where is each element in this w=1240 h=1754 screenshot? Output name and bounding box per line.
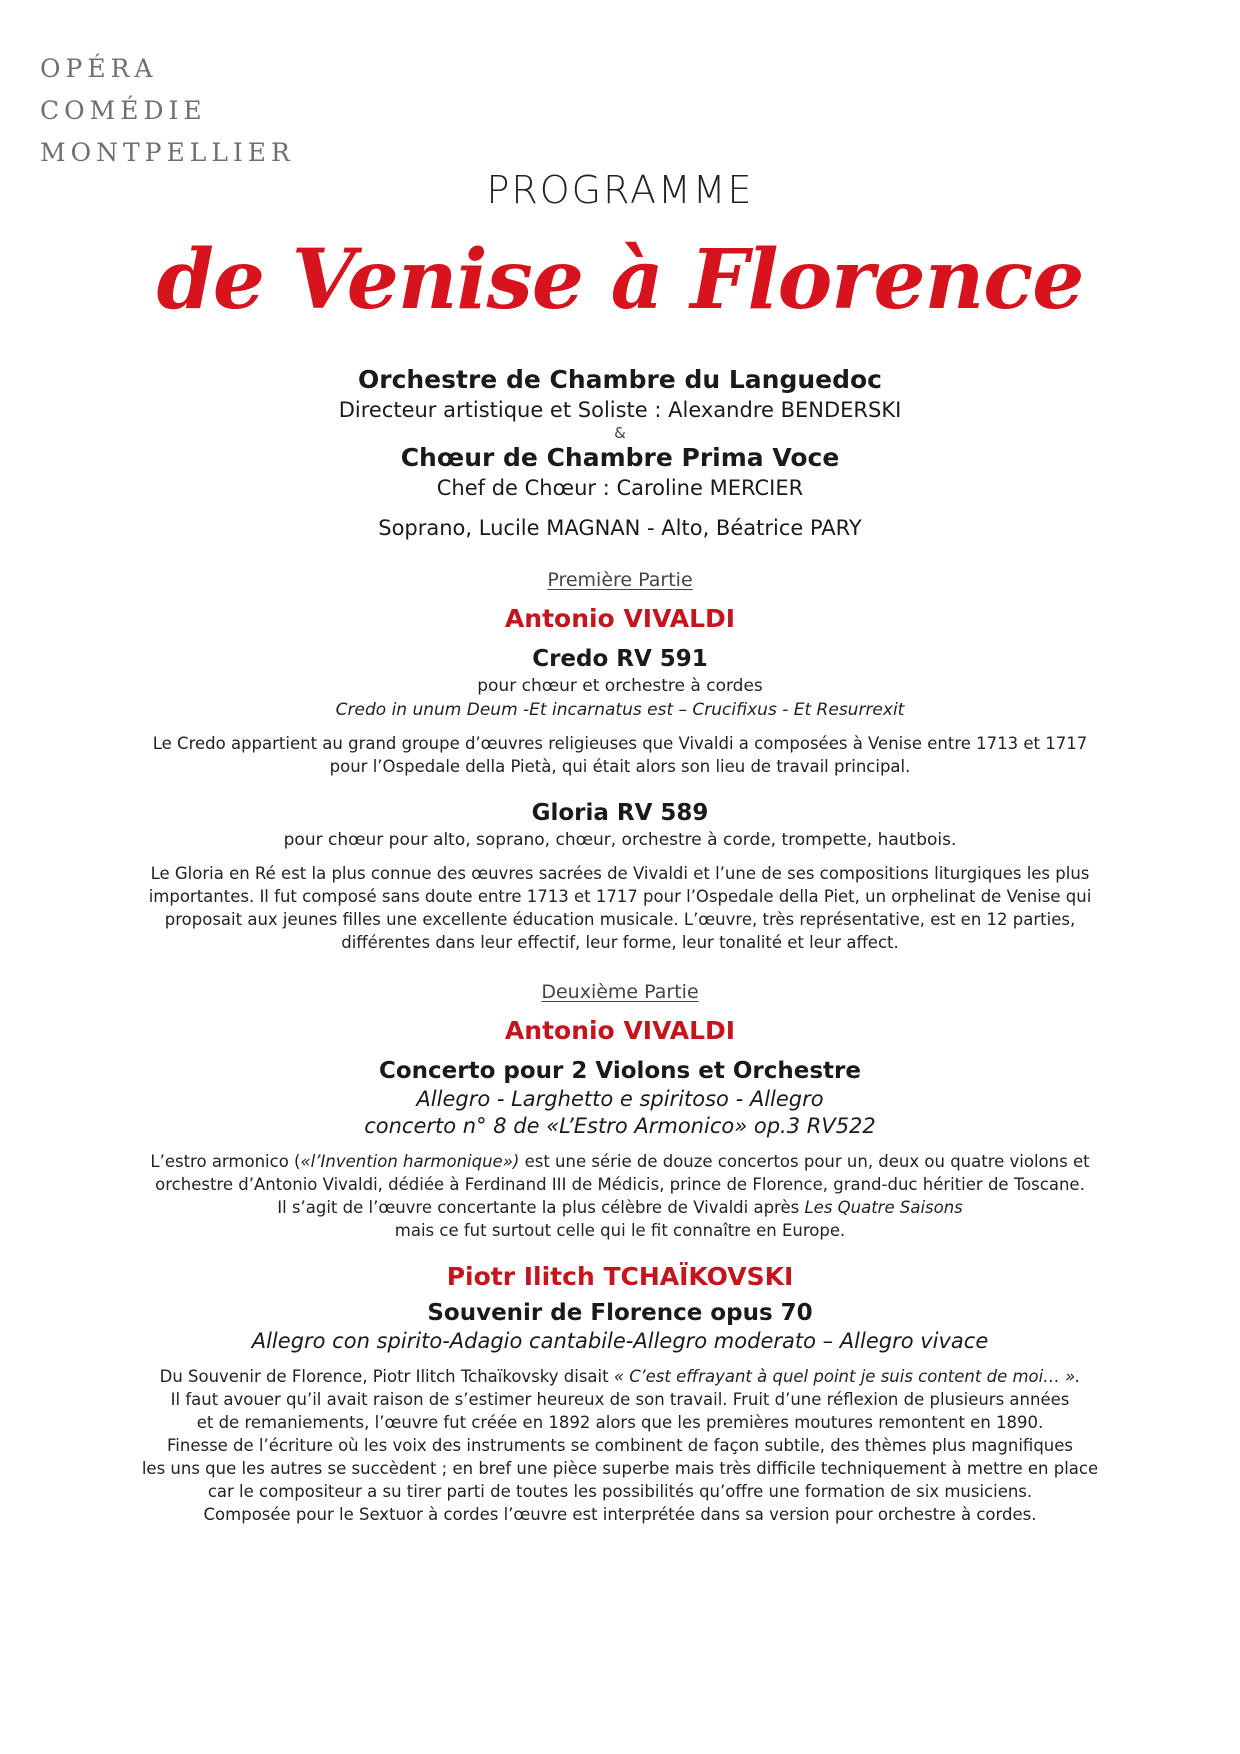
concerto-title: Concerto pour 2 Violons et Orchestre — [378, 1058, 861, 1084]
concerto-description-line: mais ce fut surtout celle qui le fit connaître en Europe. — [394, 1221, 846, 1240]
souvenir-description-line: car le compositeur a su tirer parti de toutes les possibilités qu’offre une formation de six musiciens. — [207, 1482, 1033, 1501]
part-two-heading: Deuxième Partie — [541, 981, 699, 1003]
logo-line-opera: OPÉRA — [40, 54, 158, 83]
concerto-description-line — [60, 1150, 1180, 1173]
desc-text: L’estro armonico ( — [150, 1152, 301, 1171]
souvenir-description-line: les uns que les autres se succèdent ; en bref une pièce superbe mais très difficile techniquement à mettre en place — [141, 1459, 1099, 1478]
concerto-movements: Allegro - Larghetto e spiritoso - Allegro — [416, 1087, 824, 1111]
gloria-description-line: importantes. Il fut composé sans doute entre 1713 et 1717 pour l’Ospedale della Piet, un orphelinat de Venise qui — [148, 887, 1092, 906]
desc-text: Il s’agit de l’œuvre concertante la plus célèbre de Vivaldi après — [277, 1198, 805, 1217]
logo-line-montpellier: MONTPELLIER — [40, 138, 295, 167]
opera-logo — [40, 48, 295, 174]
orchestra-director: Directeur artistique et Soliste : Alexandre BENDERSKI — [338, 398, 902, 422]
programme-label: PROGRAMME — [486, 168, 754, 212]
gloria-title: Gloria RV 589 — [531, 800, 709, 826]
part-one-composer: Antonio VIVALDI — [504, 604, 736, 633]
souvenir-description-line: Composée pour le Sextuor à cordes l’œuvre est interprétée dans sa version pour orchestre à cordes. — [203, 1505, 1037, 1524]
concerto-description — [60, 1150, 1180, 1242]
credo-movements: Credo in unum Deum -Et incarnatus est – Crucifixus - Et Resurrexit — [335, 700, 905, 720]
souvenir-description-line: et de remaniements, l’œuvre fut créée en 1892 alors que les premières moutures remontent en 1890. — [196, 1413, 1044, 1432]
souvenir-description-line: Finesse de l’écriture où les voix des instruments se combinent de façon subtile, des thèmes plus magnifiques — [166, 1436, 1074, 1455]
credo-title: Credo RV 591 — [532, 646, 708, 672]
gloria-description-line: proposait aux jeunes filles une excellente éducation musicale. L’œuvre, très représentative, est en 12 parties, — [164, 910, 1076, 929]
credo-scoring: pour chœur et orchestre à cordes — [477, 676, 763, 696]
souvenir-movements: Allegro con spirito-Adagio cantabile-Allegro moderato – Allegro vivace — [251, 1329, 989, 1353]
gloria-description-line: Le Gloria en Ré est la plus connue des œuvres sacrées de Vivaldi et l’une de ses compositions liturgiques les plus — [150, 864, 1090, 883]
gloria-scoring: pour chœur pour alto, soprano, chœur, orchestre à corde, trompette, hautbois. — [283, 830, 957, 850]
desc-italic: «l’Invention harmonique») — [300, 1152, 520, 1171]
souvenir-description-line — [60, 1365, 1180, 1388]
desc-text: Du Souvenir de Florence, Piotr Ilitch Tchaïkovsky disait — [159, 1367, 614, 1386]
desc-italic: Les Quatre Saisons — [804, 1198, 963, 1217]
concert-title: de Venise à Florence — [156, 232, 1084, 328]
desc-text: est une série de douze concertos pour un, deux ou quatre violons et — [519, 1152, 1090, 1171]
concerto-description-line: orchestre d’Antonio Vivaldi, dédiée à Ferdinand III de Médicis, prince de Florence, grand-duc héritier de Toscane. — [155, 1175, 1085, 1194]
gloria-description — [60, 862, 1180, 954]
credo-description-line: pour l’Ospedale della Pietà, qui était alors son lieu de travail principal. — [329, 757, 911, 776]
souvenir-description — [60, 1365, 1180, 1526]
part-two-composer-tchaikovski: Piotr Ilitch TCHAÏKOVSKI — [446, 1262, 794, 1291]
part-two-composer-vivaldi: Antonio VIVALDI — [504, 1016, 736, 1045]
ampersand: & — [614, 424, 626, 442]
soloists: Soprano, Lucile MAGNAN - Alto, Béatrice PARY — [378, 516, 862, 540]
gloria-description-line: différentes dans leur effectif, leur forme, leur tonalité et leur affect. — [341, 933, 899, 952]
choir-director: Chef de Chœur : Caroline MERCIER — [436, 476, 804, 500]
orchestra-name: Orchestre de Chambre du Languedoc — [357, 365, 882, 394]
choir-name: Chœur de Chambre Prima Voce — [400, 443, 840, 472]
credo-description-line: Le Credo appartient au grand groupe d’œuvres religieuses que Vivaldi a composées à Venise entre 1713 et 1717 — [152, 734, 1088, 753]
concerto-catalog: concerto n° 8 de «L’Estro Armonico» op.3 RV522 — [364, 1114, 876, 1138]
souvenir-description-line: Il faut avouer qu’il avait raison de s’estimer heureux de son travail. Fruit d’une réflexion de plusieurs années — [170, 1390, 1070, 1409]
souvenir-title: Souvenir de Florence opus 70 — [427, 1300, 813, 1326]
part-one-heading: Première Partie — [547, 569, 693, 591]
logo-line-comedie: COMÉDIE — [40, 96, 207, 125]
concerto-description-line — [60, 1196, 1180, 1219]
credo-description — [60, 732, 1180, 778]
desc-italic: « C’est effrayant à quel point je suis content de moi… ». — [613, 1367, 1081, 1386]
programme-content — [60, 168, 1180, 1526]
